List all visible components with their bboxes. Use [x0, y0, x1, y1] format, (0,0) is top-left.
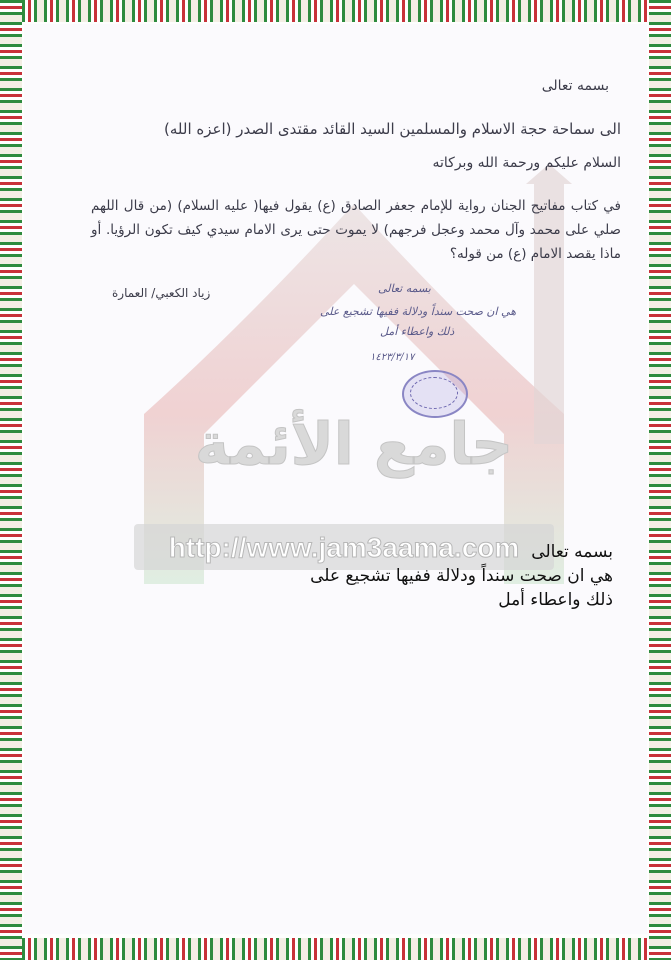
answer-line-1: بسمه تعالى [531, 542, 613, 562]
letter-sender: زياد الكعبي/ العمارة [112, 286, 211, 300]
handwritten-line-2: هي ان صحت سنداً ودلالة ففيها تشجيع على [320, 305, 517, 318]
watermark-url: http://www.jam3aama.com [168, 532, 520, 563]
handwritten-line-3: ذلك واعطاء أمل [380, 325, 455, 338]
letter-greeting: السلام عليكم ورحمة الله وبركاته [432, 155, 621, 171]
letter-addressee: الى سماحة حجة الاسلام والمسلمين السيد القائد مقتدى الصدر (اعزه الله) [164, 120, 621, 138]
watermark-logo: جامع الأئمة [194, 410, 514, 478]
typed-answer [173, 540, 613, 612]
answer-line-2: هي ان صحت سنداً ودلالة ففيها تشجيع على [310, 566, 613, 586]
official-stamp-icon [402, 370, 468, 418]
letter-question: في كتاب مفاتيح الجنان رواية للإمام جعفر الصادق (ع) يقول فيها( عليه السلام) (من قال اللهم صلي على محمد وآل محمد وعجل فرجهم) لا يموت حتى يرى الامام سيدي كيف تكون الرؤيا. أو ماذا يقصد الامام (ع) من قوله؟ [91, 198, 621, 262]
handwritten-line-1: بسمه تعالى [378, 282, 431, 295]
handwritten-date: ١٤٢٣/٣/١٧ [370, 352, 415, 363]
decorative-border-left [0, 0, 22, 960]
decorative-border-bottom [0, 938, 671, 960]
decorative-border-top [0, 0, 671, 22]
letter-basmala: بسمه تعالى [541, 78, 609, 94]
decorative-border-right [649, 0, 671, 960]
answer-line-3: ذلك واعطاء أمل [498, 590, 613, 610]
